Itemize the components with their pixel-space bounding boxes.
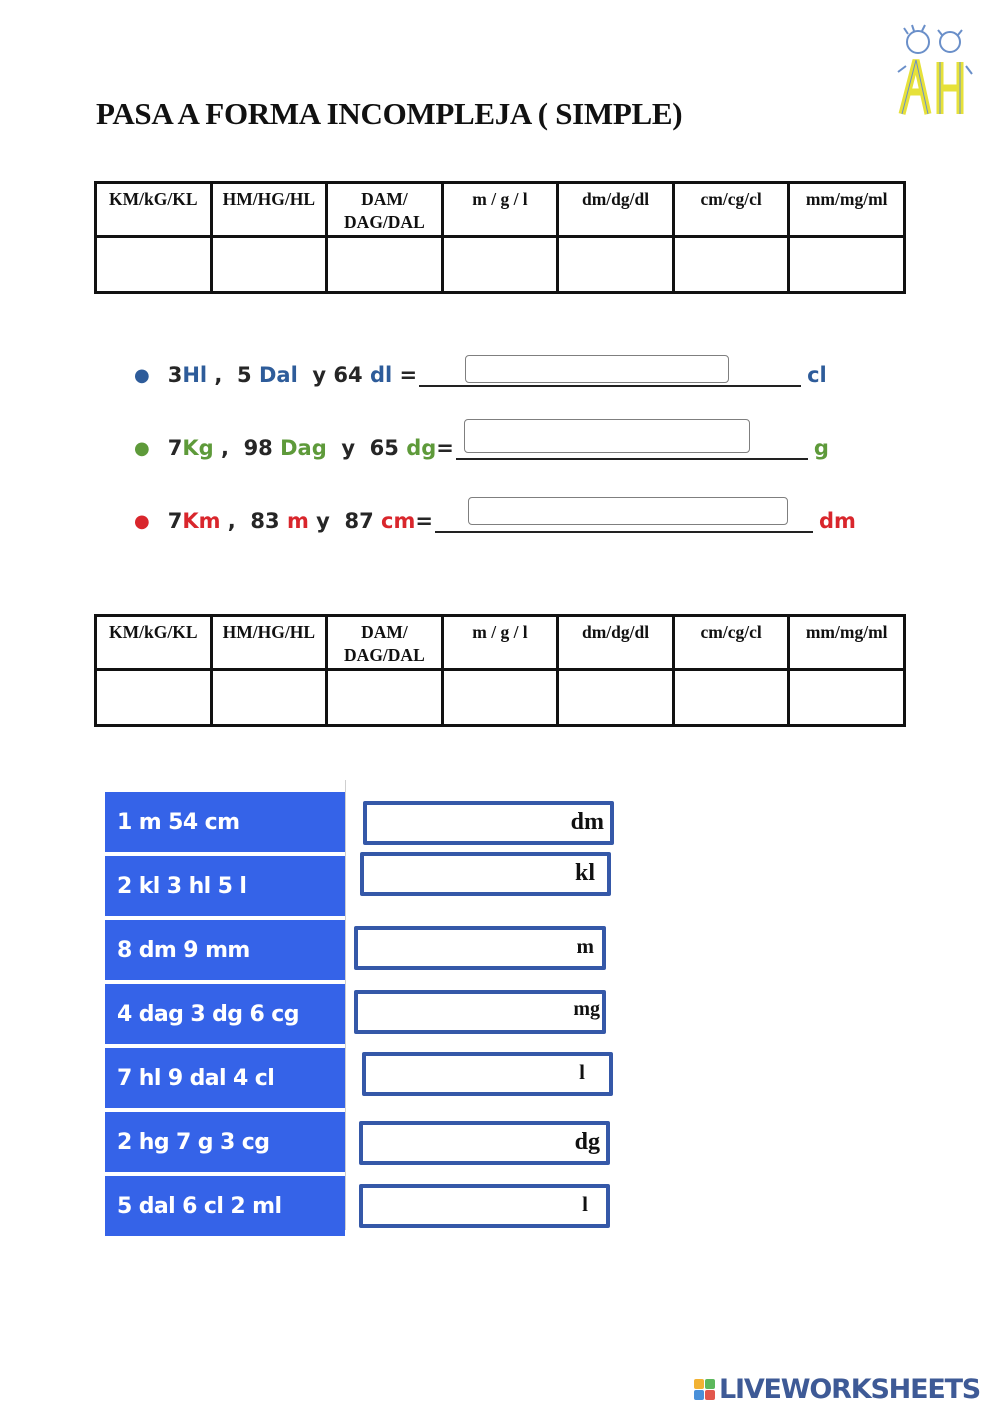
target-unit: cl: [807, 363, 827, 387]
brand-name: LIVEWORKSHEETS: [719, 1374, 981, 1405]
header-m: m / g / l: [442, 183, 558, 237]
header-km: KM/kG/KL: [96, 616, 212, 670]
table-cell[interactable]: [789, 237, 905, 293]
exercise-text: =: [415, 509, 433, 533]
answer-unit: kl: [574, 860, 595, 886]
header-mm: mm/mg/ml: [789, 183, 905, 237]
exercise-text: y 87: [308, 509, 382, 533]
header-mm: mm/mg/ml: [789, 616, 905, 670]
question-cell: 2 hg 7 g 3 cg: [105, 1112, 345, 1172]
exercise-text: , 5: [207, 363, 259, 387]
bullet-icon: ●: [134, 364, 150, 386]
exercise-unit: Hl: [182, 363, 208, 387]
target-unit: g: [813, 436, 829, 460]
header-hm: HM/HG/HL: [211, 183, 327, 237]
exercise-unit: Dal: [258, 363, 298, 387]
table-cell[interactable]: [442, 670, 558, 726]
answer-input-3[interactable]: [468, 497, 788, 525]
conversion-answer-input[interactable]: [354, 926, 606, 970]
header-hm: HM/HG/HL: [211, 616, 327, 670]
exercise-text: , 98: [213, 436, 281, 460]
answer-input-1[interactable]: [465, 355, 729, 383]
table-cell[interactable]: [211, 237, 327, 293]
exercise-unit: Kg: [182, 436, 214, 460]
exercise-unit: dl: [369, 363, 393, 387]
exercise-unit: cm: [381, 509, 416, 533]
table-cell[interactable]: [211, 670, 327, 726]
exercise-unit: Km: [182, 509, 221, 533]
answer-unit: dg: [574, 1129, 600, 1155]
conversion-answer-input[interactable]: [359, 1184, 610, 1228]
header-cm: cm/cg/cl: [673, 183, 789, 237]
conversion-list: [105, 792, 345, 1240]
divider: [345, 780, 346, 1230]
header-dm: dm/dg/dl: [558, 616, 674, 670]
bullet-icon: ●: [134, 437, 150, 459]
table-cell[interactable]: [558, 237, 674, 293]
header-dm: dm/dg/dl: [558, 183, 674, 237]
question-cell: 4 dag 3 dg 6 cg: [105, 984, 345, 1044]
question-cell: 2 kl 3 hl 5 l: [105, 856, 345, 916]
answer-unit: l: [582, 1192, 588, 1216]
units-table-2: [94, 614, 906, 727]
answer-unit: mg: [573, 998, 600, 1020]
conversion-answer-input[interactable]: [362, 1052, 613, 1096]
exercise-unit: Dag: [280, 436, 327, 460]
header-m: m / g / l: [442, 616, 558, 670]
conversion-answer-input[interactable]: [354, 990, 606, 1034]
table-cell[interactable]: [327, 670, 443, 726]
exercise-text: =: [436, 436, 454, 460]
conversion-answer-input[interactable]: [359, 1121, 610, 1165]
header-dam: DAM/ DAG/DAL: [327, 616, 443, 670]
exercise-text: y 64: [297, 363, 370, 387]
question-cell: 7 hl 9 dal 4 cl: [105, 1048, 345, 1108]
children-logo-icon: [892, 22, 974, 122]
logo-text: AH: [932, 121, 934, 122]
exercise-text: , 83: [220, 509, 287, 533]
header-dam: DAM/ DAG/DAL: [327, 183, 443, 237]
units-table-1: [94, 181, 906, 294]
answer-unit: dm: [570, 809, 604, 835]
table-cell[interactable]: [673, 237, 789, 293]
table-cell[interactable]: [558, 670, 674, 726]
answer-unit: m: [576, 934, 594, 958]
liveworksheets-logo: [694, 1374, 980, 1405]
answer-unit: l: [579, 1060, 585, 1084]
exercise-text: y 65: [326, 436, 407, 460]
exercise-text: =: [392, 363, 418, 387]
exercise-text: 3: [167, 363, 183, 387]
header-cm: cm/cg/cl: [673, 616, 789, 670]
target-unit: dm: [818, 509, 856, 533]
table-cell[interactable]: [442, 237, 558, 293]
exercise-unit: m: [286, 509, 309, 533]
table-cell[interactable]: [327, 237, 443, 293]
question-cell: 8 dm 9 mm: [105, 920, 345, 980]
conversion-answer-input[interactable]: [360, 852, 611, 896]
table-cell[interactable]: [673, 670, 789, 726]
exercise-unit: dg: [406, 436, 437, 460]
answer-input-2[interactable]: [464, 419, 750, 453]
conversion-answer-input[interactable]: [363, 801, 614, 845]
header-km: KM/kG/KL: [96, 183, 212, 237]
question-cell: 5 dal 6 cl 2 ml: [105, 1176, 345, 1236]
table-cell[interactable]: [96, 237, 212, 293]
exercise-text: 7: [167, 436, 183, 460]
liveworksheets-mark-icon: [694, 1379, 716, 1401]
bullet-icon: ●: [134, 510, 150, 532]
table-cell[interactable]: [789, 670, 905, 726]
page-title: PASA A FORMA INCOMPLEJA ( SIMPLE): [96, 96, 683, 131]
exercise-text: 7: [167, 509, 183, 533]
table-cell[interactable]: [96, 670, 212, 726]
question-cell: 1 m 54 cm: [105, 792, 345, 852]
